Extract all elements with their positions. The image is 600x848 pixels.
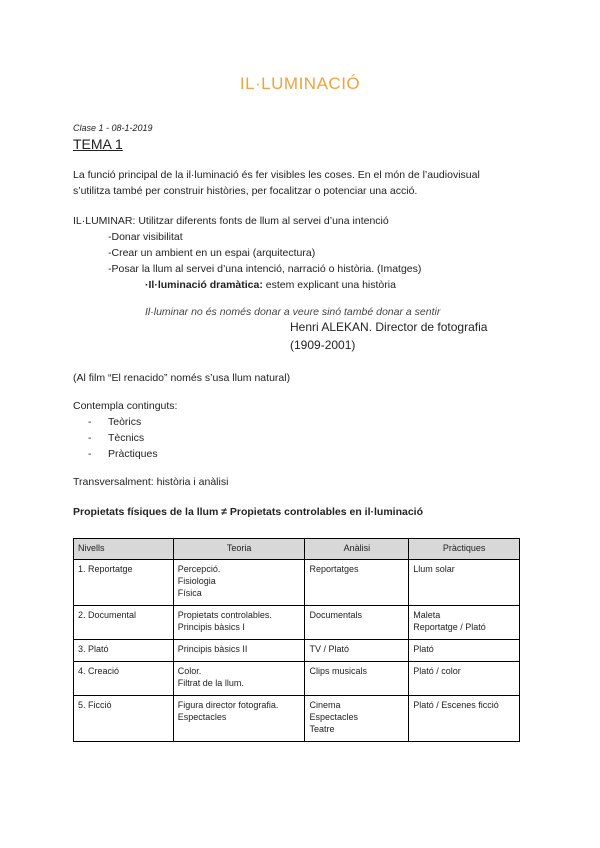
table-cell: 4. Creació xyxy=(74,662,174,696)
cell-line: Reportatge / Plató xyxy=(413,622,486,632)
cell-line: TV / Plató xyxy=(309,644,349,654)
intro-paragraph xyxy=(73,167,533,199)
cell-line: Cinema xyxy=(309,700,341,710)
table-cell xyxy=(305,560,409,606)
table-header-row xyxy=(74,539,520,560)
film-note: (Al film “El renacido” només s’usa llum natural) xyxy=(73,372,291,384)
cell-line: Plató xyxy=(413,644,434,654)
table-cell xyxy=(409,606,520,640)
quote-author-years: (1909-2001) xyxy=(290,338,356,352)
table-cell xyxy=(305,640,409,662)
table-cell: 1. Reportatge xyxy=(74,560,174,606)
list-item: - Pràctiques xyxy=(88,448,158,460)
properties-heading: Propietats físiques de la llum ≠ Propietats controlables en il·luminació xyxy=(73,506,424,518)
table-row xyxy=(74,696,520,742)
table-cell xyxy=(409,662,520,696)
table-cell: 2. Documental xyxy=(74,606,174,640)
table-cell xyxy=(173,662,305,696)
column-header: Pràctiques xyxy=(409,539,520,560)
dramatic-text: estem explicant una història xyxy=(262,279,396,291)
table-row xyxy=(74,640,520,662)
contents-list xyxy=(88,414,158,462)
transversal-note: Transversalment: història i anàlisi xyxy=(73,476,229,488)
table-row xyxy=(74,662,520,696)
column-header: Nivells xyxy=(74,539,174,560)
page-title: IL·LUMINACIÓ xyxy=(239,74,361,93)
column-header: Anàlisi xyxy=(305,539,409,560)
table-cell xyxy=(173,606,305,640)
cell-line: Teatre xyxy=(309,724,335,734)
cell-line: Fisiologia xyxy=(177,576,216,586)
cell-line: Percepció. xyxy=(177,564,221,574)
table-cell xyxy=(173,560,305,606)
table-cell xyxy=(173,696,305,742)
cell-line: Reportatges xyxy=(309,564,359,574)
table-cell xyxy=(305,696,409,742)
cell-line: Principis bàsics I xyxy=(177,622,245,632)
cell-line: Propietats controlables. xyxy=(177,610,272,620)
dramatic-label: ·Il·luminació dramàtica: xyxy=(145,279,263,291)
cell-line: Figura director fotografia. xyxy=(177,700,279,710)
table-cell: 3. Plató xyxy=(74,640,174,662)
cell-line: Clips musicals xyxy=(309,666,367,676)
table-cell xyxy=(409,696,520,742)
intro-line: La funció principal de la il·luminació és fer visibles les coses. En el món de l’audiovisual xyxy=(73,169,480,181)
cell-line: Maleta xyxy=(413,610,441,620)
levels-table xyxy=(73,538,520,742)
table-cell xyxy=(409,640,520,662)
table-cell xyxy=(305,662,409,696)
list-item: -Donar visibilitat xyxy=(108,231,183,243)
table-cell xyxy=(173,640,305,662)
table-cell xyxy=(305,606,409,640)
section-heading: TEMA 1 xyxy=(73,136,123,152)
table-cell: 5. Ficció xyxy=(74,696,174,742)
intro-line: s’utilitza també per construir històries, per focalitzar o potenciar una acció. xyxy=(73,185,418,197)
quote: Il·luminar no és només donar a veure sinó també donar a sentir xyxy=(145,306,441,318)
cell-line: Física xyxy=(177,588,202,598)
list-item: -Crear un ambient en un espai (arquitectura) xyxy=(108,247,316,259)
il-luminar-block xyxy=(73,213,533,293)
dramatic-line xyxy=(73,277,533,293)
cell-line: Plató / color xyxy=(413,666,461,676)
cell-line: Filtrat de la llum. xyxy=(177,678,244,688)
cell-line: Principis bàsics II xyxy=(177,644,248,654)
contempla-label: Contempla continguts: xyxy=(73,400,178,412)
cell-line: Espectacles xyxy=(309,712,358,722)
cell-line: Documentals xyxy=(309,610,362,620)
table-row xyxy=(74,606,520,640)
cell-line: Plató / Escenes ficció xyxy=(413,700,499,710)
cell-line: Espectacles xyxy=(177,712,227,722)
list-item: - Tècnics xyxy=(88,432,145,444)
il-luminar-definition: IL·LUMINAR: Utilitzar diferents fonts de llum al servei d’una intenció xyxy=(73,215,389,227)
table-row xyxy=(74,560,520,606)
table-cell xyxy=(409,560,520,606)
list-item: -Posar la llum al servei d’una intenció, narració o història. (Imatges) xyxy=(108,263,422,275)
list-item: - Teòrics xyxy=(88,416,142,428)
cell-line: Color. xyxy=(177,666,202,676)
cell-line: Llum solar xyxy=(413,564,455,574)
class-date: Clase 1 - 08-1-2019 xyxy=(73,123,153,133)
quote-author: Henri ALEKAN. Director de fotografia xyxy=(290,320,488,334)
column-header: Teoria xyxy=(173,539,305,560)
